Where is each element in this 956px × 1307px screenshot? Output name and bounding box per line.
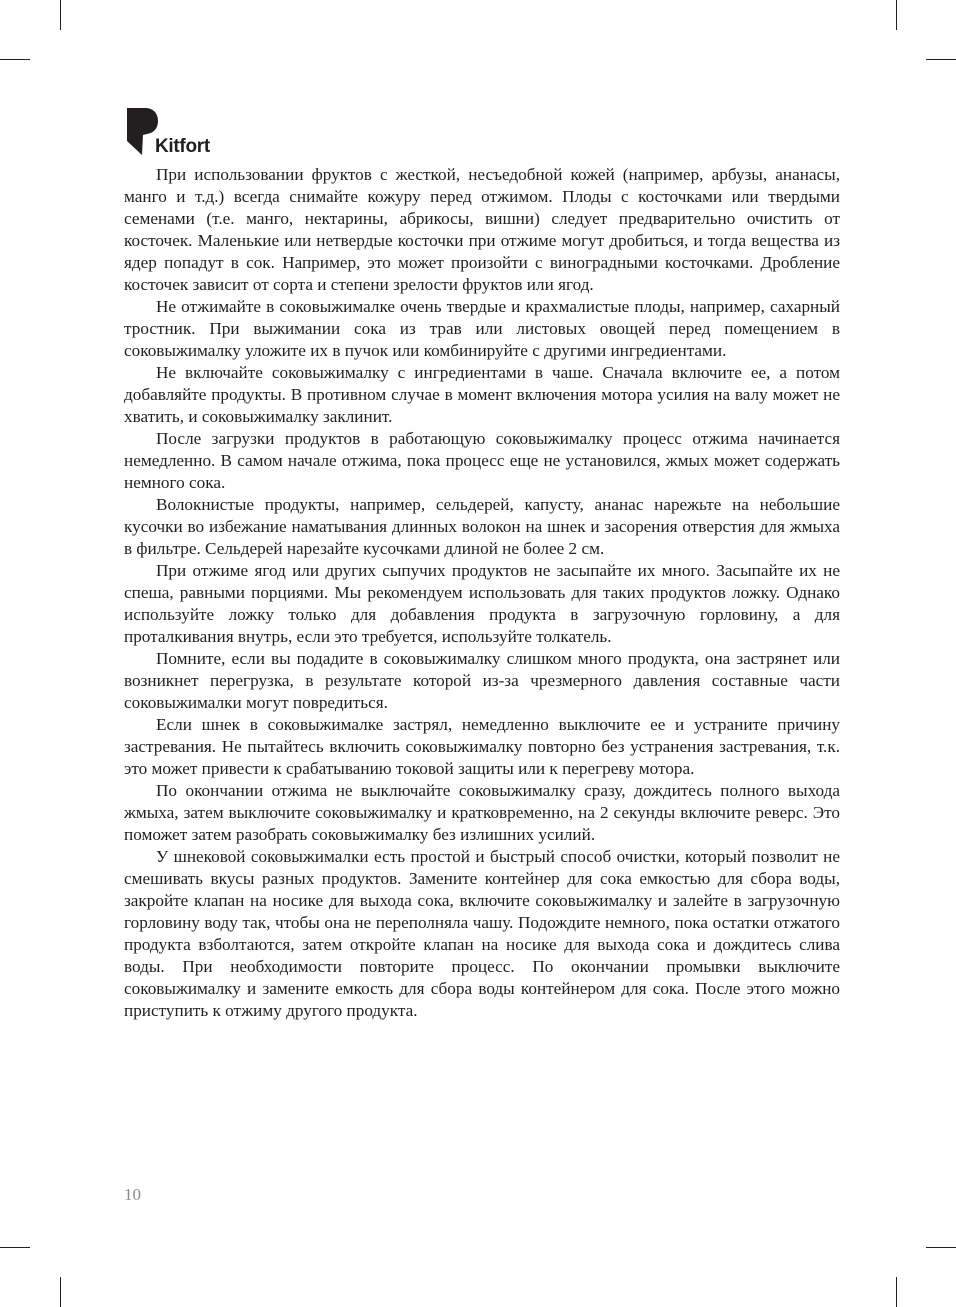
- page-number: 10: [124, 1185, 141, 1204]
- paragraph: При отжиме ягод или других сыпучих продуктов не засыпайте их много. Засыпайте их не спеша, равными порциями. Мы рекомендуем использовать для таких продуктов ложку. Однако используйте ложку только для добавления продукта в загрузочную горловину, а для проталкивания внутрь, если это требуется, используйте толкатель.: [124, 561, 840, 646]
- paragraph: Если шнек в соковыжималке застрял, немедленно выключите ее и устраните причину застревания. Не пытайтесь включить соковыжималку повторно без устранения застревания, т.к. это может привести к срабатыванию токовой защиты или к перегреву мотора.: [124, 715, 840, 778]
- paragraph: При использовании фруктов с жесткой, несъедобной кожей (например, арбузы, ананасы, манго и т.д.) всегда снимайте кожуру перед отжимом. Плоды с косточками или твердыми семенами (т.е. манго, нектарины, абрикосы, вишни) следует предварительно очистить от косточек. Маленькие или нетвердые косточки при отжиме могут дробиться, и тогда вещества из ядер попадут в сок. Например, это может произойти с виноградными косточками. Дробление косточек зависит от сорта и степени зрелости фруктов или ягод.: [124, 165, 840, 294]
- crop-mark-bottom-right-vertical: [896, 1277, 897, 1307]
- paragraph: По окончании отжима не выключайте соковыжималку сразу, дождитесь полного выхода жмыха, затем выключите соковыжималку и кратковременно, на 2 секунды включите реверс. Это поможет затем разобрать соковыжималку без излишних усилий.: [124, 781, 840, 844]
- crop-mark-top-left-vertical: [60, 0, 61, 30]
- crop-mark-bottom-left-horizontal: [0, 1247, 30, 1248]
- crop-mark-bottom-left-vertical: [60, 1277, 61, 1307]
- crop-mark-top-right-vertical: [896, 0, 897, 30]
- paragraph: У шнековой соковыжималки есть простой и быстрый способ очистки, который позволит не смешивать вкусы разных продуктов. Замените контейнер для сока емкостью для сбора воды, закройте клапан на носике для выхода сока, включите соковыжималку и залейте в загрузочную горловину воду так, чтобы она не переполняла чашу. Подождите немного, пока остатки отжатого продукта взболтаются, затем откройте клапан на носике для выхода сока и дождитесь слива воды. При необходимости повторите процесс. По окончании промывки выключите соковыжималку и замените емкость для сбора воды контейнером для сока. После этого можно приступить к отжиму другого продукта.: [124, 847, 840, 1020]
- brand-name: Kitfort: [155, 136, 210, 157]
- paragraph: После загрузки продуктов в работающую соковыжималку процесс отжима начинается немедленно. В самом начале отжима, пока процесс еще не установился, жмых может содержать немного сока.: [124, 429, 840, 492]
- paragraph: Волокнистые продукты, например, сельдерей, капусту, ананас нарежьте на небольшие кусочки во избежание наматывания длинных волокон на шнек и засорения отверстия для жмыха в фильтре. Сельдерей нарезайте кусочками длиной не более 2 см.: [124, 495, 840, 558]
- instructions-text: [124, 164, 840, 1022]
- paragraph: Не включайте соковыжималку с ингредиентами в чаше. Сначала включите ее, а потом добавляйте продукты. В противном случае в момент включения мотора усилия на валу может не хватить, и соковыжималку заклинит.: [124, 363, 840, 426]
- brand-logo: [127, 108, 227, 160]
- crop-mark-top-left-horizontal: [0, 59, 30, 60]
- paragraph: Помните, если вы подадите в соковыжималку слишком много продукта, она застрянет или возникнет перегрузка, в результате которой из-за чрезмерного давления составные части соковыжималки могут повредиться.: [124, 649, 840, 712]
- crop-mark-top-right-horizontal: [926, 59, 956, 60]
- crop-mark-bottom-right-horizontal: [926, 1247, 956, 1248]
- paragraph: Не отжимайте в соковыжималке очень твердые и крахмалистые плоды, например, сахарный тростник. При выжимании сока из трав или листовых овощей перед помещением в соковыжималку уложите их в пучок или комбинируйте с другими ингредиентами.: [124, 297, 840, 360]
